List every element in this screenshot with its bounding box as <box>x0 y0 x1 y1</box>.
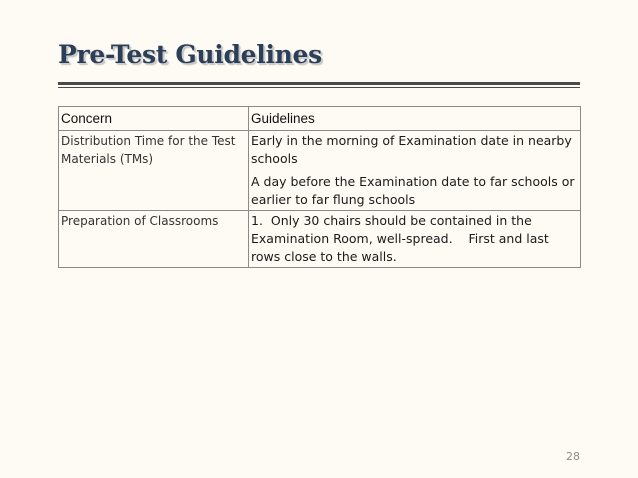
concern-cell: Distribution Time for the Test Materials (TMs) <box>59 131 249 211</box>
page-number: 28 <box>566 450 580 463</box>
guideline-text: A day before the Examination date to far schools or earlier to far flung schools <box>251 174 575 207</box>
slide-title: Pre-Test Guidelines <box>58 40 322 69</box>
guidelines-cell <box>249 211 581 268</box>
table-row <box>59 131 581 211</box>
header-concern: Concern <box>59 107 249 131</box>
guidelines-table <box>58 106 581 268</box>
title-divider-thick <box>58 82 580 85</box>
concern-cell: Preparation of Classrooms <box>59 211 249 268</box>
table-header-row <box>59 107 581 131</box>
title-divider-thin <box>58 87 580 88</box>
table-row <box>59 211 581 268</box>
guideline-text: 1. Only 30 chairs should be contained in the Examination Room, well-spread. First and last rows close to the walls. <box>251 213 553 264</box>
guideline-text: Early in the morning of Examination date in nearby schools <box>251 133 572 166</box>
guidelines-cell <box>249 131 581 211</box>
header-guidelines: Guidelines <box>249 107 581 131</box>
